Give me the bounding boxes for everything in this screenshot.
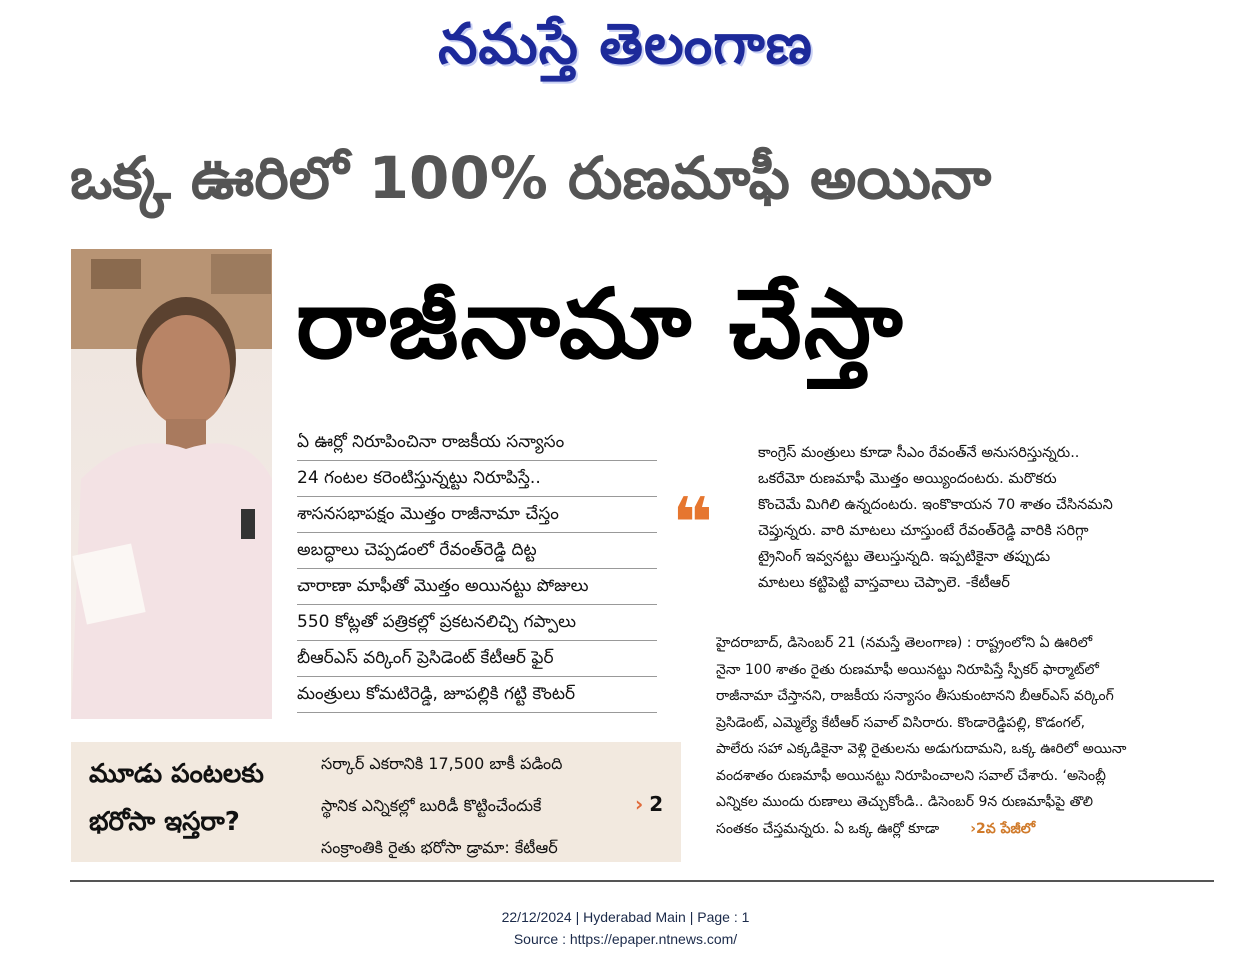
quote-line: చెప్తున్నరు. వారి మాటలు చూస్తుంటే రేవంత్‌రెడ్డి వారికి సరిగ్గా [758,523,1089,539]
teaser-title-line: మూడు పంటలకు [89,759,264,789]
footer-source[interactable]: Source : https://epaper.ntnews.com/ [513,931,738,947]
quote-line: కాంగ్రెస్ మంత్రులు కూడా సీఎం రేవంత్‌నే అనుసరిస్తున్నరు.. [758,445,1080,461]
divider [70,880,1214,882]
quote-line: ట్రైనింగ్ ఇవ్వనట్టు తెలుస్తున్నది. ఇప్పటికైనా తప్పుడు [758,549,1051,565]
chevron-right-icon: › [635,792,644,816]
bullet-item: అబద్ధాలు చెప్పడంలో రేవంత్‌రెడ్డి దిట్ట [297,533,657,569]
headline-kicker: ఒక్క ఊరిలో 100% రుణమాఫీ అయినా [70,144,992,212]
story-line: ప్రెసిడెంట్, ఎమ్మెల్యే కేటీఆర్ సవాల్ విసిరారు. కొండారెడ్డిపల్లి, కొడంగల్, [716,714,1086,731]
footer-date-edition: 22/12/2024 | Hyderabad Main | Page : 1 [501,909,750,925]
teaser-item: సర్కార్ ఎకరానికి 17,500 బాకీ పడింది [321,754,563,773]
bullet-item: శాసనసభాపక్షం మొత్తం రాజీనామా చేస్తం [297,497,657,533]
quote-line: ఒకరేమో రుణమాఫీ మొత్తం అయ్యిందంటరు. మరొకరు [758,471,1057,487]
teaser-box [71,742,681,862]
continued-link[interactable]: ›2వ పేజీలో [970,820,1036,837]
story-line: వందశాతం రుణమాఫీ అయినట్టు నిరూపించాలని సవాల్ చేశారు. ‘అసెంబ్లీ [716,767,1106,784]
bullet-item: 550 కోట్లతో పత్రికల్లో ప్రకటనలిచ్చి గప్పాలు [297,605,657,641]
photo-ktr [71,249,272,719]
bullet-list [297,425,657,713]
bullet-item: ఏ ఊర్లో నిరూపించినా రాజకీయ సన్యాసం [297,425,657,461]
quote-line: మాటలు కట్టిపెట్టి వాస్తవాలు చెప్పాలె. -కేటీఆర్ [758,575,1010,591]
story-line [716,816,1216,843]
pull-quote [758,440,1218,596]
teaser-page-number: 2 [649,792,664,816]
quote-line: కొంచెమే మిగిలి ఉన్నదంటరు. ఇంకొకాయన 70 శాతం చేసినమని [758,497,1113,513]
masthead-logo: నమస్తే తెలంగాణ [438,12,813,77]
bullet-item: మంత్రులు కోమటిరెడ్డి, జూపల్లికి గట్టి కౌంటర్ [297,677,657,713]
story-line: రాజీనామా చేస్తానని, రాజకీయ సన్యాసం తీసుకుంటానని బీఆర్‌ఎస్ వర్కింగ్ [716,688,1114,704]
bullet-item: చారాణా మాఫీతో మొత్తం అయినట్టు పోజులు [297,569,657,605]
story-line: నైనా 100 శాతం రైతు రుణమాఫీ అయినట్టు నిరూపిస్తే స్పీకర్ ఫార్మాట్‌లో [716,661,1099,678]
bullet-item: 24 గంటల కరెంటిస్తున్నట్టు నిరూపిస్తే.. [297,461,657,497]
story-line: పాలేరు సహా ఎక్కడికైనా వెళ్లి రైతులను అడుగుదామని, ఒక్క ఊరిలో అయినా [716,741,1127,757]
teaser-items [321,748,681,874]
teaser-item: స్థానిక ఎన్నికల్లో బురిడీ కొట్టించేందుకే [321,796,542,815]
story-line: హైదరాబాద్, డిసెంబర్ 21 (నమస్తే తెలంగాణ) : రాష్ట్రంలోని ఏ ఊరిలో [716,635,1093,651]
story-line: ఎన్నికల ముందు రుణాలు తెచ్చుకోండి.. డిసెంబర్ 9న రుణమాఫీపై తొలి [716,794,1094,810]
main-headline: రాజీనామా చేస్తా [296,268,905,380]
teaser-title-line: భరోసా ఇస్తరా? [89,807,240,837]
story-body [716,630,1216,842]
teaser-title [89,750,309,846]
story-last-text: సంతకం చేస్తమన్నరు. ఏ ఒక్క ఊర్లో కూడా [716,820,940,837]
teaser-item: సంక్రాంతికి రైతు భరోసా డ్రామా: కేటీఆర్ [321,838,558,857]
footer [0,906,1251,950]
bullet-item: బీఆర్‌ఎస్ వర్కింగ్ ప్రెసిడెంట్ కేటీఆర్ ఫైర్ [297,641,657,677]
teaser-page-ref[interactable] [635,792,663,816]
quote-icon: ❝ [672,482,714,564]
